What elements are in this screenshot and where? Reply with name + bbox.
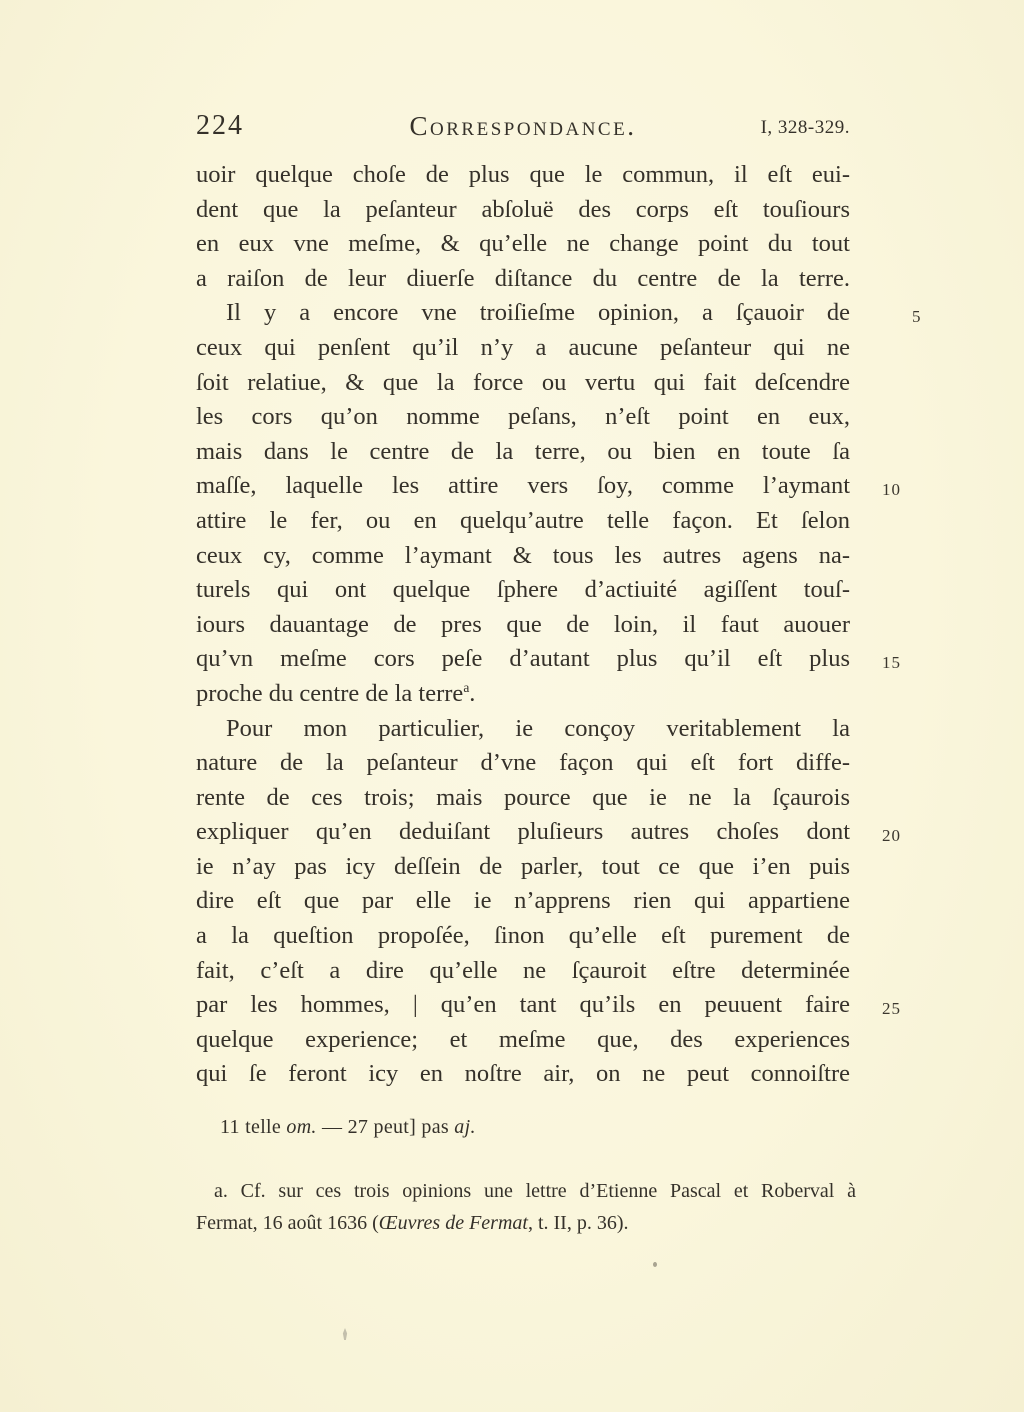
text-line: fait, c’eſt a dire qu’elle ne ſçauroit eſtre determinée bbox=[196, 956, 850, 984]
italic-text: Œuvres de Fermat bbox=[378, 1211, 528, 1234]
text-line: a la queſtion propoſée, ſinon qu’elle eſt purement de bbox=[196, 922, 850, 950]
text-line: turels qui ont quelque ſphere d’actiuité agiſſent touſ- bbox=[196, 576, 850, 604]
paragraph bbox=[196, 712, 901, 1093]
text-line: par les hommes, | qu’en tant qu’ils en peuuent faire 25 bbox=[196, 988, 850, 1023]
text-line: ie n’ay pas icy deſſein de parler, tout ce que i’en puis bbox=[196, 852, 850, 880]
text-line: nature de la peſanteur d’vne façon qui eſt fort diffe- bbox=[196, 749, 850, 777]
text-segment: proche du centre de la terre bbox=[196, 679, 464, 707]
text-line: attire le fer, ou en quelqu’autre telle façon. Et ſelon bbox=[196, 506, 850, 534]
marginal-line-number: 15 bbox=[882, 653, 901, 673]
text-segment: . bbox=[469, 679, 476, 707]
page-number: 224 bbox=[196, 110, 244, 141]
scan-speck bbox=[342, 1328, 348, 1340]
paragraph bbox=[196, 158, 850, 296]
text-line: les cors qu’on nomme peſans, n’eſt point en eux, bbox=[196, 403, 850, 431]
text-line: quelque experience; et meſme que, des experiences bbox=[196, 1025, 850, 1053]
text-segment: Fermat, 16 août 1636 ( bbox=[196, 1211, 379, 1234]
text-segment: 11 telle bbox=[220, 1116, 287, 1138]
text-line: ceux qui penſent qu’il n’y a aucune peſanteur qui ne bbox=[196, 333, 850, 361]
running-title: Correspondance. bbox=[409, 111, 637, 141]
text-line: dire eſt que par elle ie n’apprens rien qui appartiene bbox=[196, 887, 850, 915]
text-line: ceux cy, comme l’aymant & tous les autres agens na- bbox=[196, 541, 850, 569]
paragraph bbox=[196, 296, 922, 711]
text-segment: , t. II, p. 36). bbox=[527, 1211, 629, 1234]
text-line: qu’vn meſme cors peſe d’autant plus qu’il eſt plus 15 bbox=[196, 642, 850, 677]
marginal-line-number: 10 bbox=[882, 480, 901, 500]
text-segment: — 27 peut] pas bbox=[316, 1116, 455, 1138]
text-line: qui ſe feront icy en noſtre air, on ne peut connoiſtre bbox=[196, 1060, 850, 1088]
marginal-line-number: 5 bbox=[912, 307, 922, 327]
italic-text: aj. bbox=[454, 1116, 476, 1138]
italic-text: om. bbox=[286, 1116, 317, 1138]
text-line bbox=[196, 677, 850, 712]
marginal-line-number: 25 bbox=[882, 999, 901, 1019]
scan-speck bbox=[653, 1262, 657, 1267]
footnote-line bbox=[196, 1208, 856, 1240]
text-line: ſoit relatiue, & que la force ou vertu qui fait deſcendre bbox=[196, 368, 850, 396]
variants-note bbox=[196, 1116, 850, 1139]
text-line: Il y a encore vne troiſieſme opinion, a ſçauoir de 5 bbox=[196, 296, 850, 331]
text-line: dent que la peſanteur abſoluë des corps eſt touſiours bbox=[196, 195, 850, 223]
text-line: Pour mon particulier, ie conçoy veritablement la bbox=[226, 714, 850, 742]
marginal-line-number: 20 bbox=[882, 826, 901, 846]
footnote-ref: a bbox=[463, 679, 470, 695]
footnote-line: a. Cf. sur ces trois opinions une lettre d’Etienne Pascal et Roberval à bbox=[214, 1180, 856, 1202]
text-line: en eux vne meſme, & qu’elle ne change point du tout bbox=[196, 230, 850, 258]
text-line: expliquer qu’en deduiſant pluſieurs autres choſes dont 20 bbox=[196, 815, 850, 850]
text-line: mais dans le centre de la terre, ou bien en toute ſa bbox=[196, 437, 850, 465]
text-line: a raiſon de leur diuerſe diſtance du centre de la terre. bbox=[196, 264, 850, 292]
footnote bbox=[196, 1176, 856, 1239]
page-header bbox=[196, 110, 850, 144]
text-line: uoir quelque choſe de plus que le commun, il eſt eui- bbox=[196, 161, 850, 188]
body-text bbox=[196, 158, 922, 1092]
volume-page-reference: I, 328-329. bbox=[760, 117, 850, 138]
text-line: rente de ces trois; mais pource que ie ne la ſçaurois bbox=[196, 783, 850, 811]
text-line: iours dauantage de pres que de loin, il faut auouer bbox=[196, 610, 850, 638]
text-line: maſſe, laquelle les attire vers ſoy, comme l’aymant 10 bbox=[196, 469, 850, 504]
